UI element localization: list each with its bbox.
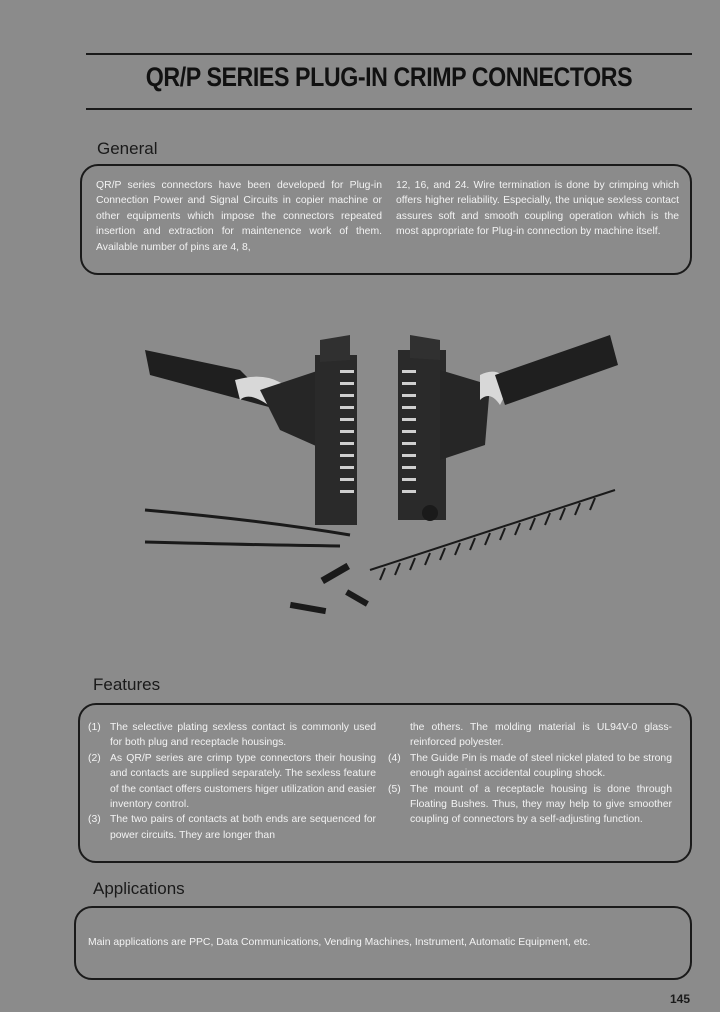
feature-item-2 <box>88 751 376 813</box>
features-col1 <box>88 720 376 843</box>
left-connector-housing <box>315 355 357 525</box>
feature-item-1 <box>88 720 376 751</box>
right-connector-housing <box>398 350 446 520</box>
feature-text: The selective plating sexless contact is commonly used for both plug and receptacle housings. <box>110 722 376 749</box>
feature-item-3-continued <box>388 720 672 751</box>
right-connector-bush <box>422 505 438 521</box>
feature-number: (4) <box>388 752 401 764</box>
page-number: 145 <box>669 992 690 1006</box>
feature-text: The Guide Pin is made of steel nickel plated to be strong enough against accidental coupling shock. <box>410 752 672 780</box>
general-heading: General <box>97 139 158 158</box>
features-col2 <box>388 720 672 828</box>
feature-number: (5) <box>388 783 401 795</box>
applications-heading: Applications <box>93 879 185 898</box>
top-rule <box>86 53 692 55</box>
features-heading: Features <box>93 675 161 694</box>
feature-text: The two pairs of contacts at both ends are sequenced for power circuits. They are longer than <box>110 814 376 841</box>
feature-item-4 <box>388 751 672 782</box>
general-paragraph-part2: 12, 16, and 24. Wire termination is done by crimping which offers higher reliability. Especially, the unique sexless contact assures soft and smooth coupling operation which is the most appropriate for Plug-in connection by machine itself. <box>396 180 679 238</box>
left-connector-guide <box>320 335 350 362</box>
title-rule <box>86 108 692 110</box>
feature-text: As QR/P series are crimp type connectors their housing and contacts are supplied separately. The sexless feature of the contact offers customers higer utilization and easier inventory control. <box>110 752 376 811</box>
connector-photo <box>140 330 620 630</box>
feature-item-5 <box>388 782 672 828</box>
loose-contacts <box>290 563 369 614</box>
feature-item-3 <box>88 812 376 843</box>
feature-number: (3) <box>88 814 101 826</box>
feature-number: (1) <box>88 722 101 733</box>
general-text-col2 <box>396 178 679 240</box>
applications-text: Main applications are PPC, Data Communications, Vending Machines, Instrument, Automatic Equipment, etc. <box>88 937 591 948</box>
general-text-col1 <box>96 178 382 255</box>
right-connector-guide <box>410 335 440 360</box>
right-cable <box>495 335 618 405</box>
feature-number: (2) <box>88 752 101 764</box>
general-paragraph-part1: QR/P series connectors have been developed for Plug-in Connection Power and Signal Circuits in copier machine or other equipments which impose the connectors repeated insertion and extraction for maintenence work of them. Available number of pins are 4, 8, <box>96 180 382 253</box>
feature-text: The mount of a receptacle housing is done through Floating Bushes. Thus, they may help to give smoother coupling of connectors by a self-adjusting function. <box>410 783 672 826</box>
loose-wire-2 <box>145 542 340 546</box>
page-title: QR/P SERIES PLUG-IN CRIMP CONNECTORS <box>145 62 633 92</box>
feature-text: the others. The molding material is UL94V-0 glass-reinforced polyester. <box>410 722 672 749</box>
feature-number <box>388 720 410 751</box>
